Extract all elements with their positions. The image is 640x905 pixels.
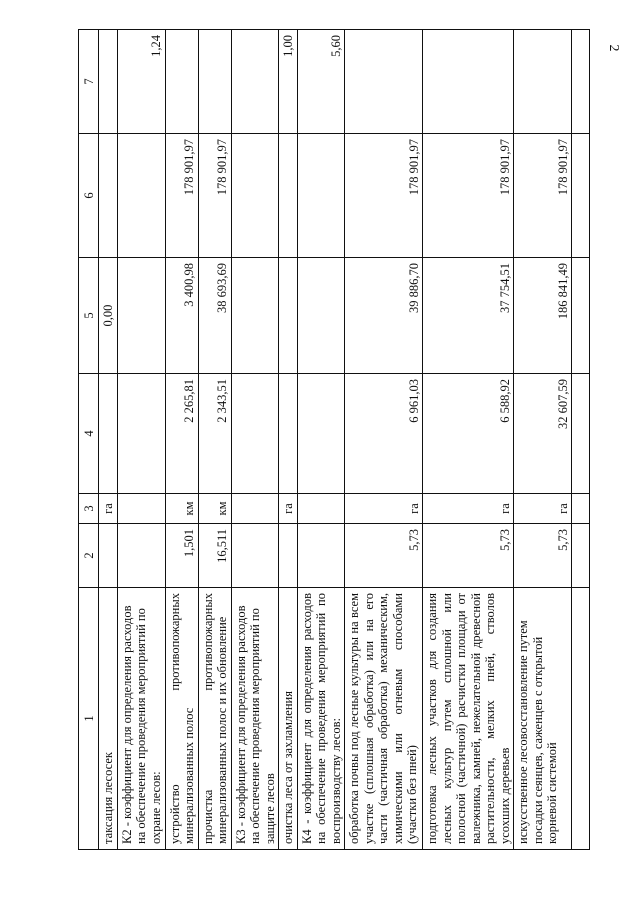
header-cell: 7	[79, 30, 99, 134]
value-cell	[572, 524, 590, 588]
value-cell: 178 901,97	[423, 134, 514, 258]
table-row	[165, 30, 198, 850]
value-cell	[279, 524, 298, 588]
work-name-cell: прочистка противопожарных минерализованных полос и их обновление	[198, 588, 231, 850]
unit-cell	[231, 494, 279, 524]
value-cell: 178 901,97	[198, 134, 231, 258]
table-row	[345, 30, 423, 850]
rotated-table-wrapper	[78, 30, 570, 850]
value-cell	[117, 374, 165, 494]
value-cell: 6 588,92	[423, 374, 514, 494]
value-cell	[231, 524, 279, 588]
unit-cell	[117, 494, 165, 524]
value-cell	[99, 374, 118, 494]
unit-cell: га	[423, 494, 514, 524]
value-cell	[514, 30, 572, 134]
value-cell: 39 886,70	[345, 258, 423, 374]
value-cell	[231, 134, 279, 258]
value-cell: 2 343,51	[198, 374, 231, 494]
value-cell	[297, 524, 345, 588]
unit-cell: га	[99, 494, 118, 524]
value-cell	[165, 30, 198, 134]
table-row	[99, 30, 118, 850]
cost-table	[78, 29, 590, 850]
page-number: 2	[606, 44, 621, 52]
work-name-cell: К4 - коэффициент для определения расходов на обеспечение проведения мероприятий по воспроизводству лесов:	[297, 588, 345, 850]
value-cell	[345, 30, 423, 134]
value-cell	[572, 374, 590, 494]
table-row	[423, 30, 514, 850]
work-name-cell: искусственное лесовосстановление путем посадки сеянцев, саженцев с открытой корневой системой	[514, 588, 572, 850]
header-cell: 1	[79, 588, 99, 850]
value-cell: 178 901,97	[514, 134, 572, 258]
table-body	[79, 30, 590, 850]
work-name-cell: обработка почвы под лесные культуры на всем участке (сплошная обработка) или на его части (частичная обработка) механическим, химическими или огневым способами (участки без пней)	[345, 588, 423, 850]
value-cell: 178 901,97	[345, 134, 423, 258]
value-cell: 5,60	[297, 30, 345, 134]
value-cell	[279, 374, 298, 494]
value-cell	[231, 30, 279, 134]
unit-cell: км	[198, 494, 231, 524]
work-name-cell	[572, 588, 590, 850]
table-row	[279, 30, 298, 850]
value-cell	[572, 258, 590, 374]
value-cell	[279, 258, 298, 374]
value-cell	[279, 134, 298, 258]
value-cell	[198, 30, 231, 134]
value-cell: 6 961,03	[345, 374, 423, 494]
value-cell: 0,00	[99, 258, 118, 374]
work-name-cell: очистка леса от захламления	[279, 588, 298, 850]
value-cell	[297, 134, 345, 258]
value-cell	[572, 134, 590, 258]
value-cell	[117, 258, 165, 374]
value-cell: 1,24	[117, 30, 165, 134]
table-row	[231, 30, 279, 850]
value-cell	[99, 524, 118, 588]
table-row	[198, 30, 231, 850]
work-name-cell: устройство противопожарных минерализованных полос	[165, 588, 198, 850]
header-cell: 3	[79, 494, 99, 524]
unit-cell: га	[345, 494, 423, 524]
table-row	[572, 30, 590, 850]
value-cell: 5,73	[345, 524, 423, 588]
work-name-cell: таксация лесосек	[99, 588, 118, 850]
table-row	[117, 30, 165, 850]
unit-cell: га	[514, 494, 572, 524]
value-cell: 186 841,49	[514, 258, 572, 374]
header-cell: 4	[79, 374, 99, 494]
unit-cell: км	[165, 494, 198, 524]
table-row	[514, 30, 572, 850]
value-cell: 38 693,69	[198, 258, 231, 374]
value-cell: 5,73	[423, 524, 514, 588]
header-cell: 6	[79, 134, 99, 258]
table-row	[297, 30, 345, 850]
value-cell: 32 607,59	[514, 374, 572, 494]
value-cell	[231, 374, 279, 494]
value-cell: 1,501	[165, 524, 198, 588]
value-cell: 2 265,81	[165, 374, 198, 494]
work-name-cell: подготовка лесных участков для создания лесных культур путем сплошной или полосной (частичной) расчистки площади от валежника, камней, нежелательной древесной растительности, мелких пней, стволов усохших деревьев	[423, 588, 514, 850]
value-cell	[572, 30, 590, 134]
value-cell	[99, 30, 118, 134]
unit-cell: га	[279, 494, 298, 524]
header-row	[79, 30, 99, 850]
value-cell: 1,00	[279, 30, 298, 134]
work-name-cell: К3 - коэффициент для определения расходов на обеспечение проведения мероприятий по защите лесов	[231, 588, 279, 850]
value-cell: 3 400,98	[165, 258, 198, 374]
header-cell: 5	[79, 258, 99, 374]
value-cell: 37 754,51	[423, 258, 514, 374]
value-cell	[231, 258, 279, 374]
work-name-cell: К2 - коэффициент для определения расходов на обеспечение проведения мероприятий по охране лесов:	[117, 588, 165, 850]
value-cell	[297, 258, 345, 374]
unit-cell	[572, 494, 590, 524]
value-cell	[423, 30, 514, 134]
value-cell: 5,73	[514, 524, 572, 588]
header-cell: 2	[79, 524, 99, 588]
value-cell	[297, 374, 345, 494]
unit-cell	[297, 494, 345, 524]
value-cell	[99, 134, 118, 258]
value-cell	[117, 524, 165, 588]
value-cell: 16,511	[198, 524, 231, 588]
value-cell	[117, 134, 165, 258]
value-cell: 178 901,97	[165, 134, 198, 258]
